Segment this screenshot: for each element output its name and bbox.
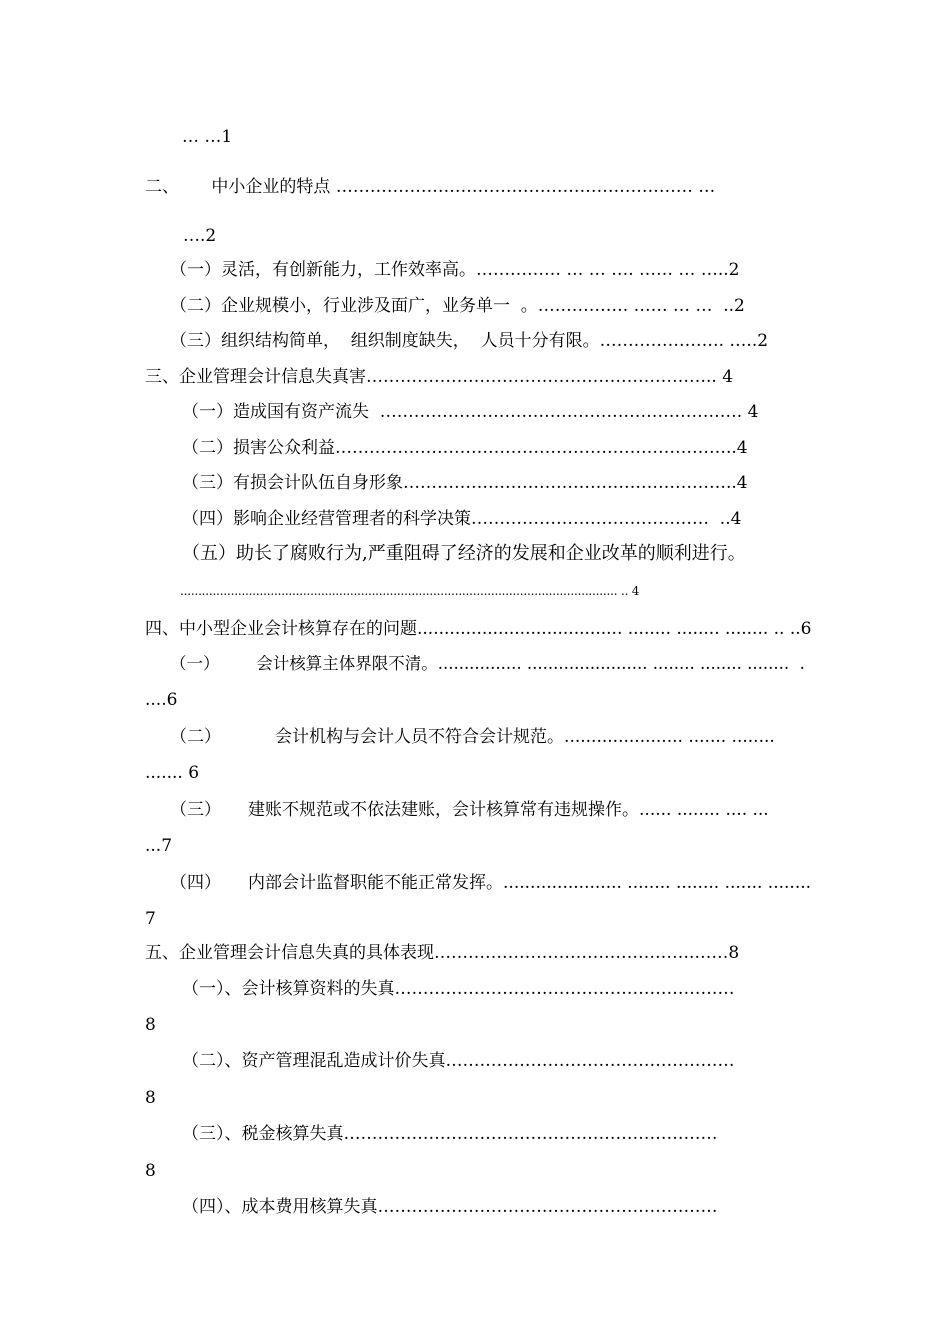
toc-line: （三）、税金核算失真…………………………………………………………: [182, 1124, 718, 1144]
toc-line: （二）企业规模小，行业涉及面广，业务单一 。……………. …… … … ..2: [170, 296, 745, 316]
toc-line: （三）有损会计队伍自身形象…………………………………………………..4: [182, 473, 748, 493]
toc-line: （一）造成国有资产流失 ………………………………………………………. 4: [182, 402, 759, 422]
toc-line: ......................................................................................................................... .. 4: [180, 584, 640, 598]
toc-line: 7: [145, 909, 156, 929]
toc-line: ....... 6: [145, 763, 200, 783]
toc-line: （一）灵活，有创新能力，工作效率高。…………… … … …. …… … …..2: [170, 260, 740, 280]
toc-line: ...7: [145, 836, 173, 856]
toc-line: 四、中小型企业会计核算存在的问题...................................... ........ ........ ........ .. ..6: [145, 619, 812, 639]
toc-line: 8: [145, 1088, 156, 1108]
toc-line: … …1: [182, 127, 233, 147]
toc-line: （五）助长了腐败行为,严重阻碍了经济的发展和企业改革的顺利进行。: [182, 543, 746, 564]
toc-line: （四）、成本费用核算失真……………………………………………………: [182, 1197, 718, 1217]
toc-line: （一）、会计核算资料的失真……………………………………………………: [182, 979, 735, 999]
toc-line: 二、 中小企业的特点 ……………………………………………………… …: [145, 177, 716, 197]
toc-line: 五、企业管理会计信息失真的具体表现……………………………………….……8: [145, 943, 740, 963]
toc-line: ….2: [183, 226, 217, 246]
toc-line: （二） 会计机构与会计人员不符合会计规范。...................... ....... ........: [170, 727, 775, 747]
toc-line: （二）损害公众利益……………………………………………………………..4: [182, 438, 748, 458]
toc-line: （四）影响企业经营管理者的科学决策…………………………………… ..4: [182, 509, 742, 529]
toc-line: 8: [145, 1015, 156, 1035]
toc-line: ....6: [145, 690, 178, 710]
toc-line: 8: [145, 1161, 156, 1181]
toc-line: （二）、资产管理混乱造成计价失真……………………………………………: [182, 1051, 735, 1071]
toc-line: （三）组织结构简单， 组织制度缺失， 人员十分有限。…………………. …..2: [170, 331, 769, 351]
toc-line: （一） 会计核算主体界限不清。................ ....................... ........ ........ ........ .: [170, 654, 805, 673]
toc-line: （四） 内部会计监督职能不能正常发挥。...................... ........ ........ ....... ........: [170, 873, 812, 893]
toc-line: （三） 建账不规范或不依法建账，会计核算常有违规操作。...... ........ .... ...: [170, 800, 769, 820]
toc-line: 三、企业管理会计信息失真害…………………………………………………….. 4: [145, 367, 734, 387]
